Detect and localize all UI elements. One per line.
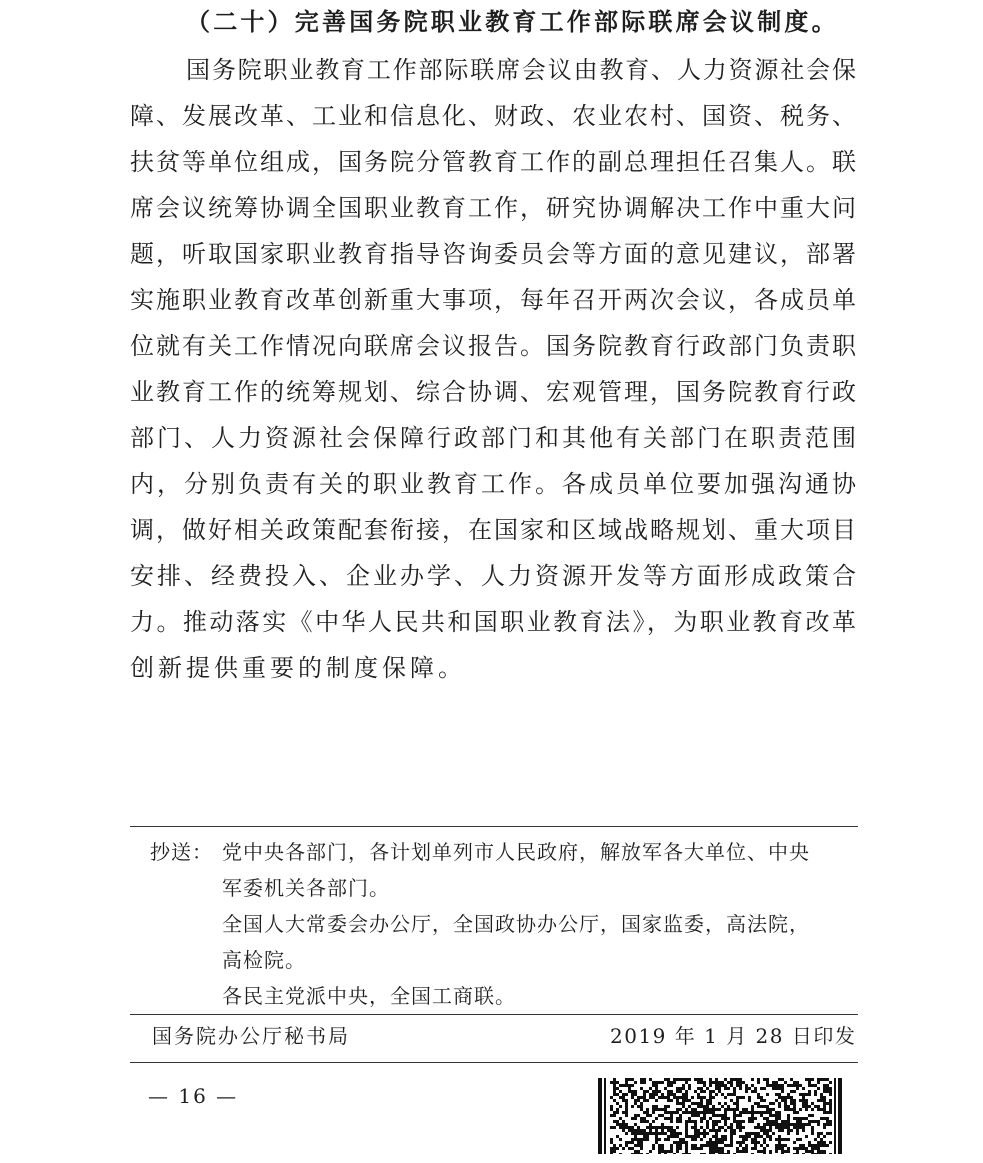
paragraph-line: 扶贫等单位组成，国务院分管教育工作的副总理担任召集人。联 [130,148,856,176]
paragraph-line: 题，听取国家职业教育指导咨询委员会等方面的意见建议，部署 [130,240,856,268]
issuer-name: 国务院办公厅秘书局 [152,1024,350,1048]
footer-bottom-rule [130,1062,858,1063]
paragraph-line: 业教育工作的统筹规划、综合协调、宏观管理，国务院教育行政 [130,378,856,406]
paragraph-line: 调，做好相关政策配套衔接，在国家和区域战略规划、重大项目 [130,516,856,544]
page-number: — 16 — [148,1084,239,1108]
footer-top-rule [130,1014,858,1015]
paragraph-line: 障、发展改革、工业和信息化、财政、农业农村、国资、税务、 [130,102,856,130]
paragraph-line: 创新提供重要的制度保障。 [130,654,466,682]
paragraph-line: 位就有关工作情况向联席会议报告。国务院教育行政部门负责职 [130,332,856,360]
cc-recipients-line: 各民主党派中央，全国工商联。 [222,984,516,1008]
cc-recipients-line: 高检院。 [222,948,306,972]
paragraph-line: 实施职业教育改革创新重大事项，每年召开两次会议，各成员单 [130,286,856,314]
paragraph-line: 部门、人力资源社会保障行政部门和其他有关部门在职责范围 [130,424,856,452]
cc-recipients-line: 军委机关各部门。 [222,876,390,900]
paragraph-line: 内，分别负责有关的职业教育工作。各成员单位要加强沟通协 [130,470,856,498]
cc-recipients-line: 全国人大常委会办公厅，全国政协办公厅，国家监委，高法院， [222,912,810,936]
cc-label: 抄送： [150,840,213,864]
section-heading: （二十）完善国务院职业教育工作部际联席会议制度。 [186,7,839,36]
paragraph-line: 力。推动落实《中华人民共和国职业教育法》，为职业教育改革 [130,608,856,636]
document-barcode-image [598,1078,842,1154]
cc-top-rule [130,826,858,827]
paragraph-line: 席会议统筹协调全国职业教育工作，研究协调解决工作中重大问 [130,194,856,222]
cc-recipients-line: 党中央各部门，各计划单列市人民政府，解放军各大单位、中央 [222,840,810,864]
paragraph-line: 国务院职业教育工作部际联席会议由教育、人力资源社会保 [186,56,856,84]
print-date: 2019 年 1 月 28 日印发 [610,1024,857,1048]
paragraph-line: 安排、经费投入、企业办学、人力资源开发等方面形成政策合 [130,562,856,590]
